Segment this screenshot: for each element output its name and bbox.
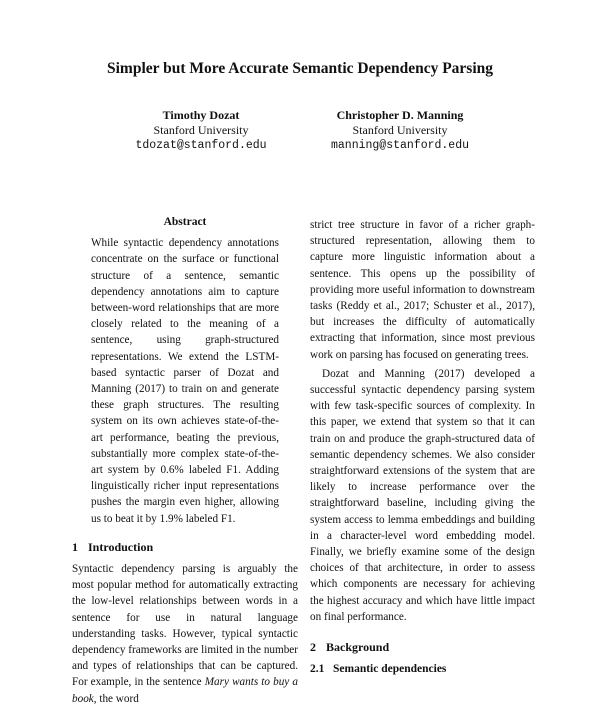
section-number: 1: [72, 539, 78, 554]
right-column: [310, 217, 535, 677]
author-name: Timothy Dozat: [162, 108, 240, 122]
subsection-heading-semantic-dependencies: [310, 661, 535, 677]
author-email: tdozat@stanford.edu: [135, 139, 267, 152]
intro-paragraph-1-continued: strict tree structure in favor of a richer graph-structured representation, allowing them to capture more linguistic information about a sentence. This opens up the possibility of providing more useful information to downstream tasks (Reddy et al., 2017; Schuster et al., 2017), but increases the difficulty of automatically extracting that information, since most previous work on parsing has focused on generating trees.: [310, 219, 535, 361]
subsection-title: Semantic dependencies: [333, 663, 447, 676]
intro-text-start: Syntactic dependency parsing is arguably the most popular method for automatically extracting the low-level relationships between words in a sentence for use in natural language understanding tasks. However, typical syntactic dependency frameworks are limited in the number and types of relationships that can be captured. For example, in the sentence: [72, 563, 298, 689]
subsection-number: 2.1: [310, 663, 325, 676]
section-heading-introduction: [72, 539, 298, 555]
author-affiliation: Stanford University: [153, 123, 249, 137]
left-column: [72, 214, 298, 707]
author-block-2: [300, 108, 500, 153]
author-email: manning@stanford.edu: [330, 139, 470, 152]
section-title: Introduction: [88, 539, 154, 554]
abstract-heading: Abstract: [163, 216, 207, 228]
paper-title: Simpler but More Accurate Semantic Dependency Parsing: [106, 60, 494, 77]
intro-paragraph-1: [72, 561, 298, 707]
author-affiliation: Stanford University: [352, 123, 448, 137]
section-title: Background: [326, 640, 390, 655]
example-sentence: Mary wants to buy a book: [72, 676, 298, 705]
section-number: 2: [310, 640, 316, 655]
intro-text-end: , the word: [93, 692, 139, 705]
author-block-1: [101, 108, 301, 153]
intro-paragraph-2: Dozat and Manning (2017) developed a successful syntactic dependency parsing system with few task-specific sources of complexity. In this paper, we extend that system so that it can train on and produce the graph-structured data of semantic dependency schemes. We also consider straightforward extensions of the system that are likely to increase performance over the straightforward baseline, including giving the system access to lemma embeddings and building in a character-level word embedding model. Finally, we briefly examine some of the design choices of that architecture, in order to assess which components are necessary for achieving the highest accuracy and which have little impact on final performance.: [310, 367, 535, 623]
author-name: Christopher D. Manning: [336, 108, 464, 122]
section-heading-background: [310, 639, 535, 655]
abstract-text: While syntactic dependency annotations concentrate on the surface or functional structure of a sentence, semantic dependency annotations aim to capture between-word relationships that are more closely related to the meaning of a sentence, using graph-structured representations. We extend the LSTM-based syntactic parser of Dozat and Manning (2017) to train on and generate these graph structures. The resulting system on its own achieves state-of-the-art performance, beating the previous, substantially more complex state-of-the-art system by 0.6% labeled F1. Adding linguistically richer input representations pushes the margin even higher, allowing us to beat it by 1.9% labeled F1.: [91, 237, 279, 525]
